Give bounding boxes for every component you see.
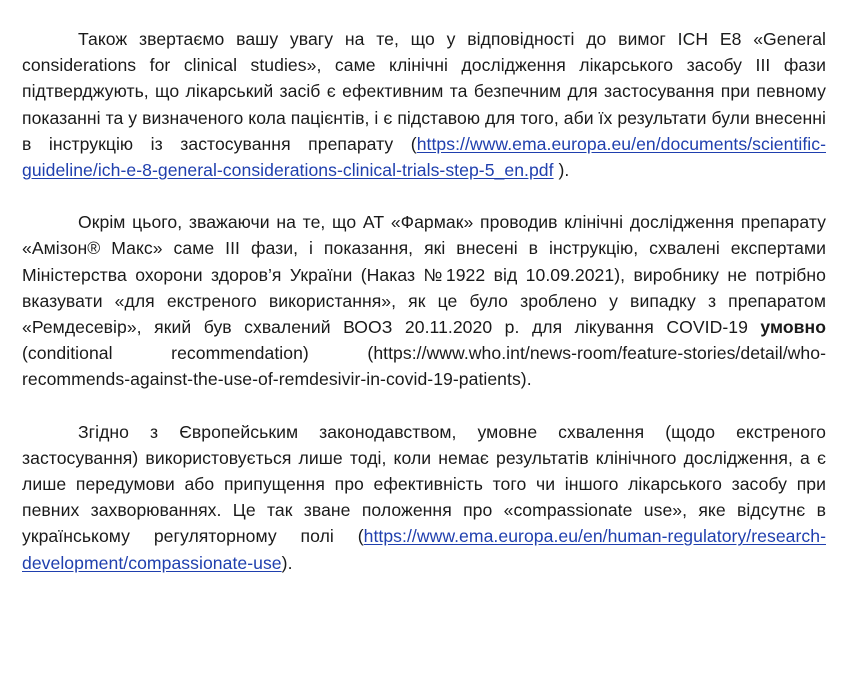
paragraph-3-tail: ). xyxy=(281,552,293,573)
paragraph-ich-e8 xyxy=(22,26,826,183)
paragraph-amizon xyxy=(22,209,826,392)
paragraph-2-tail: (conditional recommendation) (https://www.who.int/news-room/feature-stories/detail/who-recommends-against-the-use-of-remdesivir-in-covid-19-patients). xyxy=(22,343,826,390)
paragraph-1-text: Також звертаємо вашу увагу на те, що у відповідності до вимог ICH E8 «General considerations for clinical studies», саме клінічні дослідження лікарського засобу III фази підтверджують, що лікарський засіб є ефективним та безпечним для застосування при певному показанні та у визначеного кола пацієнтів, і є підставою для того, аби їх результати були внесенні в інструкцію із застосування препарату ( xyxy=(22,29,826,154)
ema-compassionate-use-link[interactable]: https://www.ema.europa.eu/en/human-regulatory/research-development/compassionate-use xyxy=(22,526,826,573)
ema-ich-e8-link[interactable]: https://www.ema.europa.eu/en/documents/scientific-guideline/ich-e-8-general-considerations-clinical-trials-step-5_en.pdf xyxy=(22,133,826,181)
paragraph-1-tail: ). xyxy=(553,160,570,181)
paragraph-3-text: Згідно з Європейським законодавством, умовне схвалення (щодо екстреного застосування) використовується лише тоді, коли немає результатів клінічного дослідження, а є лише передумови або припущення про ефективність того чи іншого лікарського засобу при певних захворюваннях. Це так зване положення про «compassionate use», яке відсутнє в українському регуляторному полі ( xyxy=(22,421,826,547)
paragraph-2-text: Окрім цього, зважаючи на те, що АТ «Фармак» проводив клінічні дослідження препарату «Амізон® Макс» саме III фази, і показання, які внесені в інструкцію, схвалені експертами Міністерства охорони здоров’я України (Наказ №1922 від 10.09.2021), виробнику не потрібно вказувати «для екстреного використання», як це було зроблено у випадку з препаратом «Ремдесевір», який був схвалений ВООЗ 20.11.2020 р. для лікування COVID-19 xyxy=(22,212,826,338)
paragraph-compassionate-use xyxy=(22,419,826,576)
bold-conditionally: умовно xyxy=(760,317,826,338)
